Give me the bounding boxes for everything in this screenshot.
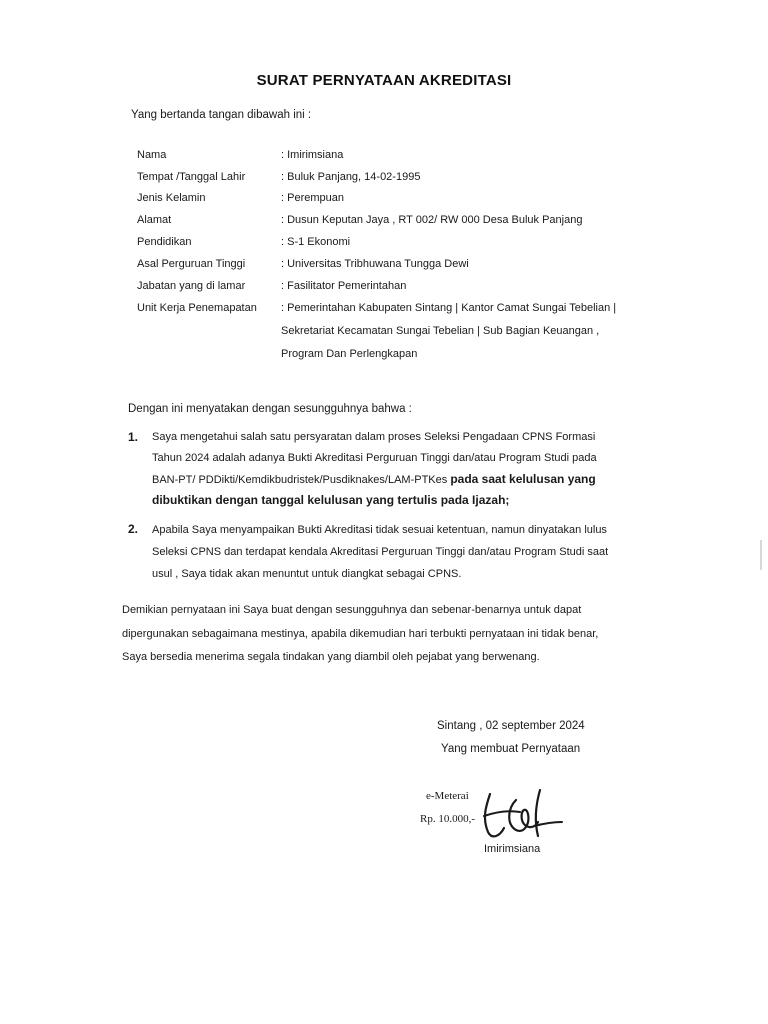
field-value-jenis-kelamin: : Perempuan (281, 192, 344, 204)
item-1-line-3-normal: BAN-PT/ PDDikti/Kemdikbudristek/Pusdiknakes/LAM-PTKes (152, 474, 451, 486)
intro-text: Yang bertanda tangan dibawah ini : (131, 109, 312, 121)
document-title: SURAT PERNYATAAN AKREDITASI (256, 72, 512, 89)
field-label-jenis-kelamin: Jenis Kelamin (137, 192, 206, 204)
maker-label: Yang membuat Pernyataan (441, 743, 581, 755)
item-number-1: 1. (128, 430, 139, 444)
handwritten-signature (476, 786, 566, 846)
field-label-nama: Nama (137, 149, 167, 161)
item-1-line-4-bold: dibuktikan dengan tanggal kelulusan yang tertulis pada Ijazah; (152, 493, 510, 507)
item-2-line-2: Seleksi CPNS dan terdapat kendala Akreditasi Perguruan Tinggi dan/atau Program Studi saat (152, 546, 609, 558)
item-1-line-2: Tahun 2024 adalah adanya Bukti Akreditasi Perguruan Tinggi dan/atau Program Studi pada (152, 452, 597, 464)
item-1-line-3-bold: pada saat kelulusan yang (450, 472, 596, 486)
statement-intro: Dengan ini menyatakan dengan sesungguhnya bahwa : (128, 403, 412, 415)
place-date: Sintang , 02 september 2024 (437, 720, 585, 732)
closing-line-2: dipergunakan sebagaimana mestinya, apabila dikemudian hari terbukti pernyataan ini tidak benar, (122, 628, 599, 640)
item-1-line-4 (152, 493, 509, 507)
field-value-pendidikan: : S-1 Ekonomi (281, 236, 351, 248)
field-label-tempat-tanggal-lahir: Tempat /Tanggal Lahir (137, 171, 246, 183)
field-label-asal-perguruan-tinggi: Asal Perguruan Tinggi (137, 258, 246, 270)
scan-artifact (760, 540, 762, 570)
item-number-2: 2. (128, 522, 139, 536)
closing-line-1: Demikian pernyataan ini Saya buat dengan sesungguhnya dan sebenar-benarnya untuk dapat (122, 604, 582, 616)
field-label-jabatan: Jabatan yang di lamar (137, 280, 246, 292)
field-value-unit-kerja: : Pemerintahan Kabupaten Sintang | Kantor Camat Sungai Tebelian | (281, 302, 617, 314)
unit-kerja-continuation-1: Sekretariat Kecamatan Sungai Tebelian | Sub Bagian Keuangan , (281, 325, 600, 337)
field-value-asal-perguruan-tinggi: : Universitas Tribhuwana Tungga Dewi (281, 258, 469, 270)
field-label-unit-kerja: Unit Kerja Penemapatan (137, 302, 257, 314)
e-meterai-label: e-Meterai (426, 790, 469, 802)
field-value-tempat-tanggal-lahir: : Buluk Panjang, 14-02-1995 (281, 171, 421, 183)
field-label-alamat: Alamat (137, 214, 172, 226)
field-value-alamat: : Dusun Keputan Jaya , RT 002/ RW 000 Desa Buluk Panjang (281, 214, 583, 226)
item-2-line-3: usul , Saya tidak akan menuntut untuk diangkat sebagai CPNS. (152, 568, 462, 580)
field-label-pendidikan: Pendidikan (137, 236, 192, 248)
unit-kerja-continuation-2: Program Dan Perlengkapan (281, 348, 418, 360)
e-meterai-value: Rp. 10.000,- (420, 813, 475, 825)
closing-line-3: Saya bersedia menerima segala tindakan yang diambil oleh pejabat yang berwenang. (122, 651, 540, 663)
field-value-jabatan: : Fasilitator Pemerintahan (281, 280, 407, 292)
item-2-line-1: Apabila Saya menyampaikan Bukti Akreditasi tidak sesuai ketentuan, namun dinyatakan lulus (152, 524, 607, 536)
item-1-line-3 (152, 472, 596, 486)
signer-name: Imirimsiana (484, 843, 541, 855)
item-1-line-1: Saya mengetahui salah satu persyaratan dalam proses Seleksi Pengadaan CPNS Formasi (152, 431, 596, 443)
field-value-nama: : Imirimsiana (281, 149, 344, 161)
